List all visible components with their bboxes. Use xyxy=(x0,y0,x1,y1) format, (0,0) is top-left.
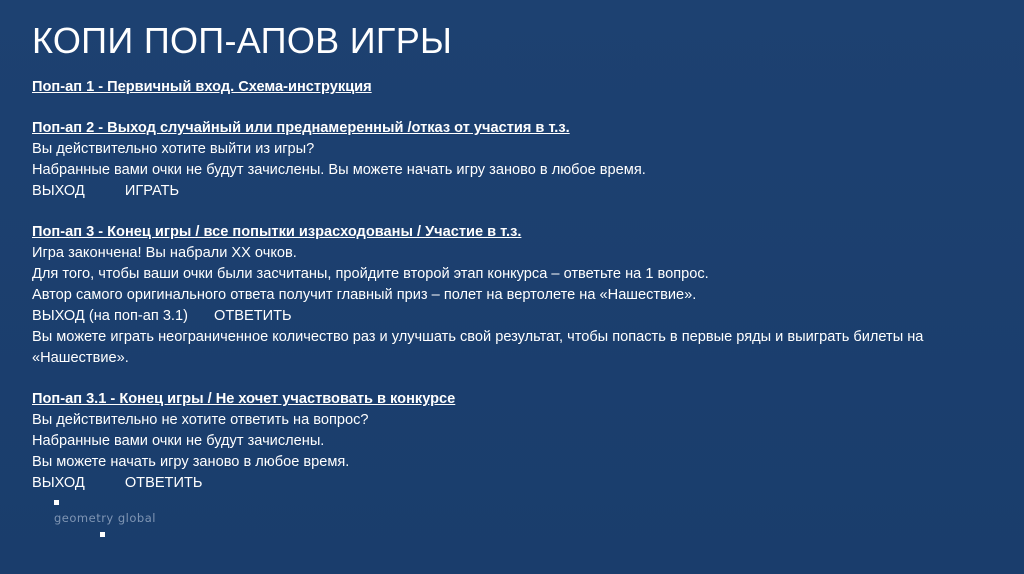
popup-3-answer-label: ОТВЕТИТЬ xyxy=(213,308,292,324)
popup-3-1-answer-label: ОТВЕТИТЬ xyxy=(124,475,203,491)
popup-3-1-heading: Поп-ап 3.1 - Конец игры / Не хочет участвовать в конкурсе xyxy=(32,391,456,407)
popup-2-exit-label: ВЫХОД xyxy=(32,183,85,199)
popup-2-actions xyxy=(32,181,992,202)
popup-3-1-line: Вы действительно не хотите ответить на вопрос? xyxy=(32,412,369,428)
popup-3-line: Автор самого оригинального ответа получит главный приз – полет на вертолете на «Нашествие». xyxy=(32,287,697,303)
geometry-global-logo xyxy=(54,500,184,544)
slide-title: КОПИ ПОП-АПОВ ИГРЫ xyxy=(32,20,453,61)
popup-3-1-line: Набранные вами очки не будут зачислены. xyxy=(32,433,325,449)
popup-1-block xyxy=(32,77,992,98)
popup-1-heading: Поп-ап 1 - Первичный вход. Схема-инструкция xyxy=(32,79,372,95)
popup-2-play-label: ИГРАТЬ xyxy=(124,183,180,199)
popup-3-actions xyxy=(32,306,992,327)
logo-text: geometry global xyxy=(54,511,156,525)
popup-3-line: Для того, чтобы ваши очки были засчитаны, пройдите второй этап конкурса – ответьте на 1 вопрос. xyxy=(32,266,709,282)
popup-2-block xyxy=(32,118,992,202)
popup-3-exit-label: ВЫХОД (на поп-ап 3.1) xyxy=(32,308,188,324)
popup-3-extra-text: Вы можете играть неограниченное количество раз и улучшать свой результат, чтобы попасть в первые ряды и выиграть билеты на «Нашествие». xyxy=(32,329,924,366)
popup-3-1-line: Вы можете начать игру заново в любое время. xyxy=(32,454,350,470)
popup-3-line: Игра закончена! Вы набрали ХХ очков. xyxy=(32,245,297,261)
slide-content xyxy=(32,77,992,514)
popup-3-block xyxy=(32,222,992,369)
popup-3-1-actions xyxy=(32,473,992,494)
popup-3-1-exit-label: ВЫХОД xyxy=(32,475,85,491)
popup-2-heading: Поп-ап 2 - Выход случайный или преднамеренный /отказ от участия в т.з. xyxy=(32,120,570,136)
popup-2-line: Вы действительно хотите выйти из игры? xyxy=(32,141,315,157)
logo-square-icon xyxy=(54,500,59,505)
popup-3-heading: Поп-ап 3 - Конец игры / все попытки израсходованы / Участие в т.з. xyxy=(32,224,522,240)
popup-3-1-block xyxy=(32,389,992,494)
logo-square-icon xyxy=(100,532,105,537)
popup-2-line: Набранные вами очки не будут зачислены. Вы можете начать игру заново в любое время. xyxy=(32,162,646,178)
